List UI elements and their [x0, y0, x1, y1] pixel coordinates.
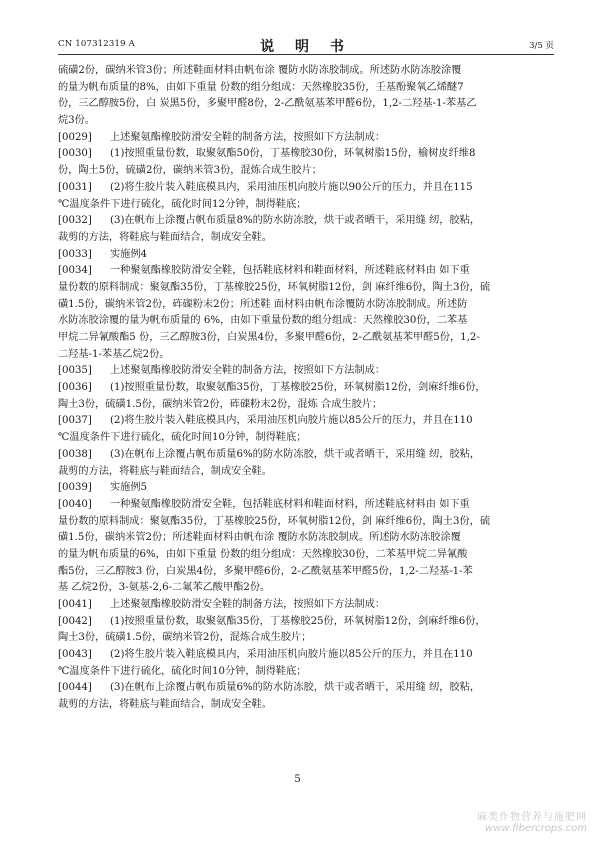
- paragraph: [58, 614, 554, 647]
- paragraph-number: [0038]: [58, 448, 92, 460]
- paragraph-first-line: [58, 614, 554, 631]
- paragraph-first-line: [58, 680, 554, 697]
- paragraph-text: 一种聚氨酯橡胶防滑安全鞋，包括鞋底材料和鞋面材料，所述鞋底材料由 如下重: [110, 498, 470, 510]
- paragraph-number: [0044]: [58, 682, 92, 694]
- paragraph-first-line: [58, 130, 554, 147]
- paragraph-number: [0042]: [58, 615, 92, 627]
- paragraph-text: (1)按照重量份数，取聚氨酯50份，丁基橡胶30份，环氧树脂15份，榆树皮纤维8: [110, 148, 476, 160]
- paragraph: [58, 146, 554, 179]
- paragraph-number: [0032]: [58, 215, 92, 227]
- paragraph-number: [0043]: [58, 649, 92, 661]
- paragraph-first-line: [58, 247, 554, 264]
- paragraph-number: [0034]: [58, 265, 92, 277]
- paragraph-number: [0041]: [58, 599, 92, 610]
- paragraph-number: [0033]: [58, 248, 92, 260]
- paragraph-first-line: [58, 447, 554, 464]
- paragraph: [58, 263, 554, 363]
- page-number: 5: [294, 774, 301, 785]
- paragraph-number: [0039]: [58, 482, 92, 494]
- text-line: ℃温度条件下进行硫化，硫化时间10分钟，制得鞋底；: [58, 665, 307, 677]
- paragraph-first-line: [58, 413, 554, 430]
- text-line: 量份数的原料制成：聚氨酯35份，丁基橡胶25份，环氧树脂12份，剑 麻纤维6份，陶土3份，硫: [58, 515, 491, 527]
- paragraph-first-line: [58, 263, 554, 280]
- paragraph-first-line: [58, 480, 554, 497]
- text-line: 份，陶土5份，硫磺2份，碳纳米管3份，混炼合成生胶片；: [58, 165, 322, 177]
- paragraph: [58, 647, 554, 680]
- paragraph: [58, 363, 554, 380]
- paragraph-first-line: [58, 363, 554, 380]
- paragraph-list: [58, 130, 554, 714]
- text-line: 酯5份，三乙醇胺3 份，白炭黑4份，多聚甲醛6份，2-乙酰氨基苯甲醛5份，1,2-二羟基-1-苯: [58, 565, 473, 577]
- paragraph-text: (1)按照重量份数，取聚氨酯35份，丁基橡胶25份，环氧树脂12份，剑麻纤维6份，: [110, 382, 486, 394]
- document-title: 说 明 书: [260, 39, 352, 55]
- watermark-url: www.fibercrops.com: [485, 823, 587, 834]
- paragraph-number: [0029]: [58, 131, 92, 143]
- paragraph-text: (2)将生胶片装入鞋底模具内，采用油压机向胶片施以85公斤的压力，并且在110: [110, 649, 473, 661]
- paragraph: [58, 447, 554, 480]
- paragraph-text: 一种聚氨酯橡胶防滑安全鞋，包括鞋底材料和鞋面材料，所述鞋底材料由 如下重: [110, 265, 470, 277]
- paragraph: [58, 380, 554, 413]
- paragraph-text: 上述聚氨酯橡胶防滑安全鞋的制备方法，按照如下方法制成：: [110, 365, 386, 377]
- text-line: 磺1.5份，碳纳米管2份，砗磲粉末2份；所述鞋 面材料由帆布涂覆防水防冻胶制成。所述防: [58, 298, 468, 310]
- paragraph: [58, 247, 554, 264]
- text-line: 裁剪的方法，将鞋底与鞋面结合，制成安全鞋。: [58, 231, 272, 243]
- paragraph: [58, 497, 554, 597]
- text-line: 二羟基-1-苯基乙烷2份。: [58, 348, 170, 360]
- paragraph-number: [0036]: [58, 382, 92, 394]
- paragraph-text: (2)将生胶片装入鞋底模具内，采用油压机向胶片施以90公斤的压力，并且在115: [110, 181, 473, 193]
- paragraph-first-line: [58, 213, 554, 230]
- paragraph-text: 实施例4: [110, 248, 148, 260]
- publication-number: CN 107312319 A: [58, 39, 135, 49]
- paragraph-number: [0040]: [58, 498, 92, 510]
- paragraph-text: (1)按照重量份数，取聚氨酯35份，丁基橡胶25份，环氧树脂12份，剑麻纤维6份，: [110, 615, 486, 627]
- watermark-site-name: 麻类作物营养与施肥网: [477, 812, 587, 823]
- paragraph-first-line: [58, 380, 554, 397]
- paragraph-text: (3)在帆布上涂覆占帆布质量6%的防水防冻胶，烘干或者晒干，采用缝 纫，胶粘，: [110, 682, 481, 694]
- paragraph-number: [0031]: [58, 181, 92, 193]
- paragraph-first-line: [58, 180, 554, 197]
- text-line: 的量为帆布质量的8%，由如下重量 份数的组分组成：天然橡胶35份，壬基酚聚氧乙烯醚7: [58, 81, 464, 93]
- continued-text: [58, 63, 554, 130]
- paragraph: [58, 680, 554, 713]
- paragraph-text: 实施例5: [110, 482, 148, 494]
- text-line: 陶土3份，硫磺1.5份，碳纳米管2份，混炼合成生胶片；: [58, 632, 312, 644]
- paragraph-number: [0035]: [58, 365, 92, 377]
- text-line: 份，三乙醇胺5份，白 炭黑5份，多聚甲醛8份，2-乙酰氨基苯甲醛6份，1,2-二羟基-1-苯基乙: [58, 98, 477, 110]
- paragraph: [58, 597, 554, 614]
- text-line: 的量为帆布质量的6%，由如下重量 份数的组分组成：天然橡胶30份，二苯基甲烷二异氰酸: [58, 548, 468, 560]
- document-body: [58, 63, 554, 714]
- text-line: ℃温度条件下进行硫化，硫化时间10分钟，制得鞋底；: [58, 432, 307, 444]
- paragraph-first-line: [58, 647, 554, 664]
- text-line: 磺1.5份，碳纳米管2份；所述鞋面材料由帆布涂 覆防水防冻胶制成。所述防水防冻胶涂覆: [58, 532, 461, 544]
- text-line: 量份数的原料制成：聚氨酯35份，丁基橡胶25份，环氧树脂12份，剑 麻纤维6份，陶土3份，硫: [58, 281, 491, 293]
- paragraph-first-line: [58, 146, 554, 163]
- paragraph-number: [0030]: [58, 148, 92, 160]
- text-line: 甲烷二异氰酸酯5 份，三乙醇胺3份，白炭黑4份，多聚甲醛6份，2-乙酰氨基苯甲醛5份，1,2-: [58, 332, 480, 343]
- paragraph: [58, 130, 554, 147]
- page-of-total: 3/5 页: [529, 41, 554, 51]
- text-line: 裁剪的方法，将鞋底与鞋面结合，制成安全鞋。: [58, 465, 272, 477]
- paragraph: [58, 480, 554, 497]
- text-line: 硫磺2份，碳纳米管3份；所述鞋面材料由帆布涂 覆防水防冻胶制成。所述防水防冻胶涂覆: [58, 65, 462, 76]
- page-header: [58, 36, 554, 55]
- paragraph: [58, 213, 554, 246]
- text-line: ℃温度条件下进行硫化，硫化时间12分钟，制得鞋底；: [58, 198, 307, 210]
- watermark: [477, 808, 587, 834]
- paragraph-number: [0037]: [58, 415, 92, 427]
- paragraph-text: (2)将生胶片装入鞋底模具内，采用油压机向胶片施以85公斤的压力，并且在110: [110, 415, 473, 427]
- text-line: 烷3份。: [58, 115, 96, 127]
- paragraph: [58, 413, 554, 446]
- paragraph-first-line: [58, 597, 554, 614]
- text-line: 陶土3份，硫磺1.5份，碳纳米管2份，砗磲粉末2份，混炼 合成生胶片；: [58, 398, 383, 410]
- paragraph-text: (3)在帆布上涂覆占帆布质量6%的防水防冻胶，烘干或者晒干，采用缝 纫，胶粘，: [110, 448, 481, 460]
- paragraph-text: 上述聚氨酯橡胶防滑安全鞋的制备方法，按照如下方法制成：: [110, 131, 386, 143]
- text-line: 水防冻胶涂覆的量为帆布质量的 6%，由如下重量份数的组分组成：天然橡胶30份，二苯基: [58, 315, 468, 327]
- text-line: 裁剪的方法，将鞋底与鞋面结合，制成安全鞋。: [58, 699, 272, 711]
- text-line: 基 乙烷2份，3-氨基-2,6-二氟苯乙酸甲酯2份。: [58, 582, 271, 594]
- paragraph-first-line: [58, 497, 554, 514]
- paragraph: [58, 180, 554, 213]
- paragraph-text: (3)在帆布上涂覆占帆布质量8%的防水防冻胶，烘干或者晒干，采用缝 纫，胶粘，: [110, 215, 481, 227]
- paragraph-text: 上述聚氨酯橡胶防滑安全鞋的制备方法，按照如下方法制成：: [110, 599, 386, 610]
